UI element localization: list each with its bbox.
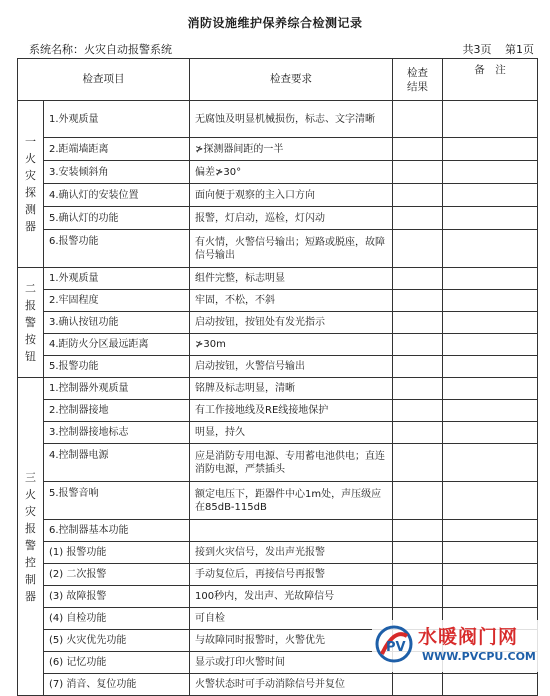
row-remark xyxy=(443,161,538,184)
row-remark xyxy=(443,334,538,356)
header-item: 检查项目 xyxy=(18,59,190,101)
header-remark: 备 注 xyxy=(443,59,538,101)
page-info xyxy=(453,41,535,57)
category-alarm-button: 二报警按钮 xyxy=(18,268,44,378)
row-requirement: 铭牌及标志明显，清晰 xyxy=(190,378,393,400)
row-item: 2.牢固程度 xyxy=(44,290,190,312)
watermark-url: WWW.PVCPU.COM xyxy=(422,650,536,663)
table-row xyxy=(18,422,538,444)
row-result xyxy=(393,230,443,268)
row-remark xyxy=(443,564,538,586)
row-requirement: 面向便于观察的主入口方向 xyxy=(190,184,393,207)
row-item: 1.外观质量 xyxy=(44,101,190,138)
table-row xyxy=(18,101,538,138)
header-result xyxy=(393,59,443,101)
row-remark xyxy=(443,312,538,334)
row-remark xyxy=(443,230,538,268)
row-requirement: 可自检 xyxy=(190,608,393,630)
row-result xyxy=(393,520,443,542)
row-remark xyxy=(443,101,538,138)
row-requirement: 启动按钮，按钮处有发光指示 xyxy=(190,312,393,334)
row-result xyxy=(393,378,443,400)
table-row xyxy=(18,674,538,696)
row-result xyxy=(393,422,443,444)
table-row xyxy=(18,312,538,334)
table-row xyxy=(18,161,538,184)
row-item: (2) 二次报警 xyxy=(44,564,190,586)
row-item: (6) 记忆功能 xyxy=(44,652,190,674)
row-remark xyxy=(443,207,538,230)
row-item: 5.确认灯的功能 xyxy=(44,207,190,230)
table-row xyxy=(18,356,538,378)
row-item: 4.控制器电源 xyxy=(44,444,190,482)
row-requirement: 显示或打印火警时间 xyxy=(190,652,393,674)
row-result xyxy=(393,207,443,230)
row-item: 5.报警功能 xyxy=(44,356,190,378)
inspection-table xyxy=(17,58,538,696)
row-result xyxy=(393,564,443,586)
row-item: 2.控制器接地 xyxy=(44,400,190,422)
row-item: 3.安装倾斜角 xyxy=(44,161,190,184)
row-result xyxy=(393,312,443,334)
row-requirement: 启动按钮，火警信号输出 xyxy=(190,356,393,378)
row-result xyxy=(393,161,443,184)
row-result xyxy=(393,444,443,482)
row-item: 2.距端墙距离 xyxy=(44,138,190,161)
row-remark xyxy=(443,542,538,564)
page-number: 第1页 xyxy=(505,43,534,56)
row-result xyxy=(393,268,443,290)
row-item: 3.控制器接地标志 xyxy=(44,422,190,444)
table-row xyxy=(18,378,538,400)
table-row xyxy=(18,564,538,586)
row-remark xyxy=(443,400,538,422)
row-requirement: 应是消防专用电源、专用蓄电池供电；直连消防电源，严禁插头 xyxy=(190,444,393,482)
row-remark xyxy=(443,268,538,290)
watermark-name: 水暖阀门网 xyxy=(418,626,519,648)
row-result xyxy=(393,290,443,312)
row-result xyxy=(393,586,443,608)
row-requirement: 额定电压下，距器件中心1m处，声压级应在85dB-115dB xyxy=(190,482,393,520)
row-item: 3.确认按钮功能 xyxy=(44,312,190,334)
row-remark xyxy=(443,422,538,444)
row-remark xyxy=(443,184,538,207)
row-remark xyxy=(443,444,538,482)
row-item: (4) 自检功能 xyxy=(44,608,190,630)
table-row xyxy=(18,482,538,520)
row-item: 1.控制器外观质量 xyxy=(44,378,190,400)
table-row xyxy=(18,444,538,482)
row-requirement: 与故障同时报警时，火警优先 xyxy=(190,630,393,652)
svg-text:PV: PV xyxy=(386,640,406,655)
row-result xyxy=(393,400,443,422)
row-requirement: 火警状态时可手动消除信号并复位 xyxy=(190,674,393,696)
table-header-row xyxy=(18,59,538,101)
total-pages: 共3页 xyxy=(462,43,492,56)
row-requirement: 无腐蚀及明显机械损伤，标志、文字清晰 xyxy=(190,101,393,138)
row-requirement: 手动复位后，再接信号再报警 xyxy=(190,564,393,586)
row-item: (5) 火灾优先功能 xyxy=(44,630,190,652)
row-requirement: 100秒内，发出声、光故障信号 xyxy=(190,586,393,608)
header-requirement: 检查要求 xyxy=(190,59,393,101)
category-detector: 一火灾探测器 xyxy=(18,101,44,268)
row-remark xyxy=(443,520,538,542)
row-remark xyxy=(443,674,538,696)
table-row xyxy=(18,400,538,422)
row-item: 5.报警音响 xyxy=(44,482,190,520)
row-item: (3) 故障报警 xyxy=(44,586,190,608)
table-row xyxy=(18,184,538,207)
row-requirement xyxy=(190,520,393,542)
pv-logo-icon xyxy=(374,624,414,664)
row-requirement: 牢固，不松，不斜 xyxy=(190,290,393,312)
row-item: 4.距防火分区最远距离 xyxy=(44,334,190,356)
table-row xyxy=(18,290,538,312)
row-remark xyxy=(443,356,538,378)
table-row xyxy=(18,138,538,161)
row-result xyxy=(393,138,443,161)
document-title: 消防设施维护保养综合检测记录 xyxy=(187,16,363,30)
row-result xyxy=(393,101,443,138)
row-requirement: ≯30m xyxy=(190,334,393,356)
row-item: 6.报警功能 xyxy=(44,230,190,268)
row-result xyxy=(393,334,443,356)
table-row xyxy=(18,230,538,268)
table-row xyxy=(18,542,538,564)
row-item: 1.外观质量 xyxy=(44,268,190,290)
table-row xyxy=(18,207,538,230)
table-row xyxy=(18,268,538,290)
row-requirement: 组件完整，标志明显 xyxy=(190,268,393,290)
row-remark xyxy=(443,138,538,161)
row-result xyxy=(393,356,443,378)
row-result xyxy=(393,482,443,520)
row-requirement: 有工作接地线及RE线接地保护 xyxy=(190,400,393,422)
row-result xyxy=(393,674,443,696)
table-row xyxy=(18,334,538,356)
header-result-label: 检查结果 xyxy=(407,66,428,93)
row-requirement: ≯探测器间距的一半 xyxy=(190,138,393,161)
row-requirement: 偏差≯30° xyxy=(190,161,393,184)
row-requirement: 明显，持久 xyxy=(190,422,393,444)
row-remark xyxy=(443,378,538,400)
row-requirement: 有火情，火警信号输出；短路或脱座，故障信号输出 xyxy=(190,230,393,268)
row-remark xyxy=(443,290,538,312)
row-item: 6.控制器基本功能 xyxy=(44,520,190,542)
category-controller: 三火灾报警控制器 xyxy=(18,378,44,696)
row-item: 4.确认灯的安装位置 xyxy=(44,184,190,207)
watermark xyxy=(372,620,542,672)
row-item: (1) 报警功能 xyxy=(44,542,190,564)
row-result xyxy=(393,542,443,564)
table-row xyxy=(18,586,538,608)
row-remark xyxy=(443,586,538,608)
system-name: 系统名称：火灾自动报警系统 xyxy=(29,43,172,56)
row-requirement: 接到火灾信号，发出声光报警 xyxy=(190,542,393,564)
row-requirement: 报警，灯启动，巡检，灯闪动 xyxy=(190,207,393,230)
row-item: (7) 消音、复位功能 xyxy=(44,674,190,696)
row-remark xyxy=(443,482,538,520)
table-row xyxy=(18,520,538,542)
row-result xyxy=(393,184,443,207)
